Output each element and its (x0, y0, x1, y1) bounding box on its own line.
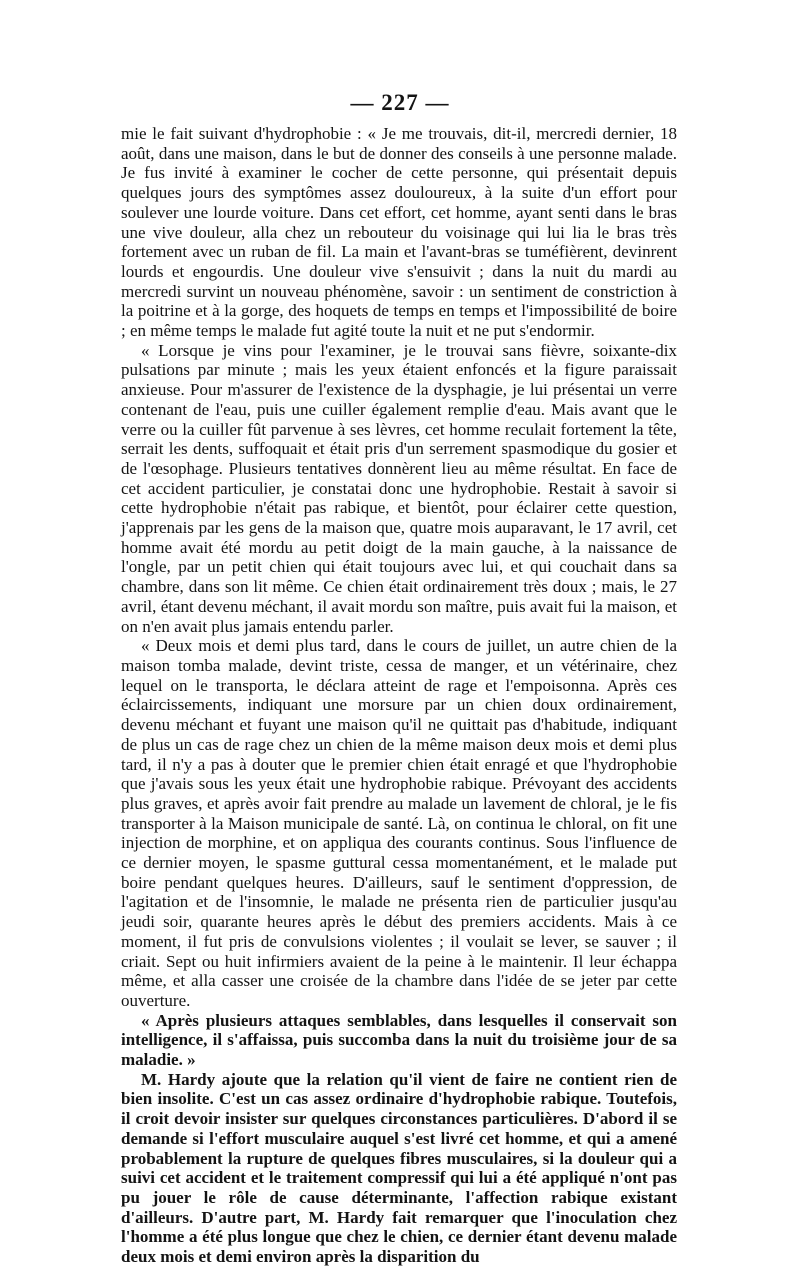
paragraph-examination: « Lorsque je vins pour l'examiner, je le trouvai sans fièvre, soixante-dix pulsations par minute ; mais les yeux étaient enfoncés et la figure paraissait anxieuse. Pour m'assurer de l'existence de la dysphagie, je lui présentai un verre contenant de l'eau, puis une cuiller également remplie d'eau. Mais avant que le verre ou la cuiller fût parvenue à ses lèvres, cet homme reculait fortement la tête, serrait les dents, suffoquait et était pris d'un serrement spasmodique du gosier et de l'œsophage. Plusieurs tentatives donnèrent lieu au même résultat. En face de cet accident particulier, je constatai donc une hydrophobie. Restait à savoir si cette hydrophobie n'était pas rabique, et bientôt, pour éclairer cette question, j'apprenais par les gens de la maison que, quatre mois auparavant, le 17 avril, cet homme avait été mordu au petit doigt de la main gauche, à la naissance de l'ongle, par un petit chien qui était toujours avec lui, et qui couchait dans sa chambre, dans son lit même. Ce chien était ordinairement très doux ; mais, le 27 avril, étant devenu méchant, il avait mordu son maître, puis avait fui la maison, et on n'en avait plus jamais entendu parler. (121, 340, 677, 636)
paragraph-death: « Après plusieurs attaques semblables, dans lesquelles il conservait son intelligence, il s'affaissa, puis succomba dans la nuit du troisième jour de sa maladie. » (121, 1010, 677, 1070)
body-text (121, 124, 677, 1267)
paragraph-second-dog: « Deux mois et demi plus tard, dans le cours de juillet, un autre chien de la maison tomba malade, devint triste, cessa de manger, et un vétérinaire, chez lequel on le transporta, le déclara atteint de rage et l'empoisonna. Après ces éclaircissements, indiquant une morsure par un chien doux ordinairement, devenu méchant et fuyant une maison qu'il ne quittait pas d'habitude, indiquant de plus un cas de rage chez un chien de la même maison deux mois et demi plus tard, il n'y a pas à douter que le premier chien était enragé et que l'hydrophobie que j'avais sous les yeux était une hydrophobie rabique. Prévoyant des accidents plus graves, et après avoir fait prendre au malade un lavement de chloral, je le fis transporter à la Maison municipale de santé. Là, on continua le chloral, on fit une injection de morphine, et on appliqua des courants continus. Sous l'influence de ce dernier moyen, le spasme guttural cessa momentanément, et le malade put boire pendant quelques heures. D'ailleurs, sauf le sentiment d'oppression, de l'agitation et de l'insomnie, le malade ne présenta rien de particulier jusqu'au jeudi soir, quarante heures après le début des premiers accidents. Mais à ce moment, il fut pris de convulsions violentes ; il voulait se lever, se sauver ; il criait. Sept ou huit infirmiers avaient de la peine à le maintenir. Il leur échappa même, et alla casser une croisée de la chambre dans l'idée de se jeter par cette ouverture. (121, 636, 677, 1010)
page-number: — 227 — (350, 90, 450, 115)
paragraph-case-history: mie le fait suivant d'hydrophobie : « Je me trouvais, dit-il, mercredi dernier, 18 août, dans une maison, dans le but de donner des conseils à une personne malade. Je fus invité à examiner le cocher de cette personne, qui présentait depuis quelques jours des symptômes assez douloureux, à la suite d'un effort pour soulever une lourde voiture. Dans cet effort, cet homme, ayant senti dans le bras une vive douleur, alla chez un rebouteur du voisinage qui lui lia le bras très fortement avec un ruban de fil. La main et l'avant-bras se tuméfièrent, devinrent lourds et engourdis. Une douleur vive s'ensuivit ; dans la nuit du mardi au mercredi survint un nouveau phénomène, savoir : un sentiment de constriction à la poitrine et à la gorge, des hoquets de temps en temps et l'impossibilité de boire ; en même temps le malade fut agité toute la nuit et ne put s'endormir. (121, 124, 677, 341)
paragraph-commentary: M. Hardy ajoute que la relation qu'il vient de faire ne contient rien de bien insolite. C'est un cas assez ordinaire d'hydrophobie rabique. Toutefois, il croit devoir insister sur quelques circonstances particulières. D'abord il se demande si l'effort musculaire auquel s'est livré cet homme, et qui a amené probablement la rupture de quelques fibres musculaires, si la douleur qui a suivi cet accident et le traitement compressif qui lui a été appliqué n'ont pas pu jouer le rôle de cause déterminante, l'affection rabique existant d'ailleurs. D'autre part, M. Hardy fait remarquer que l'inoculation chez l'homme a été plus longue que chez le chien, ce dernier étant devenu malade deux mois et demi environ après la disparition du (121, 1069, 677, 1267)
